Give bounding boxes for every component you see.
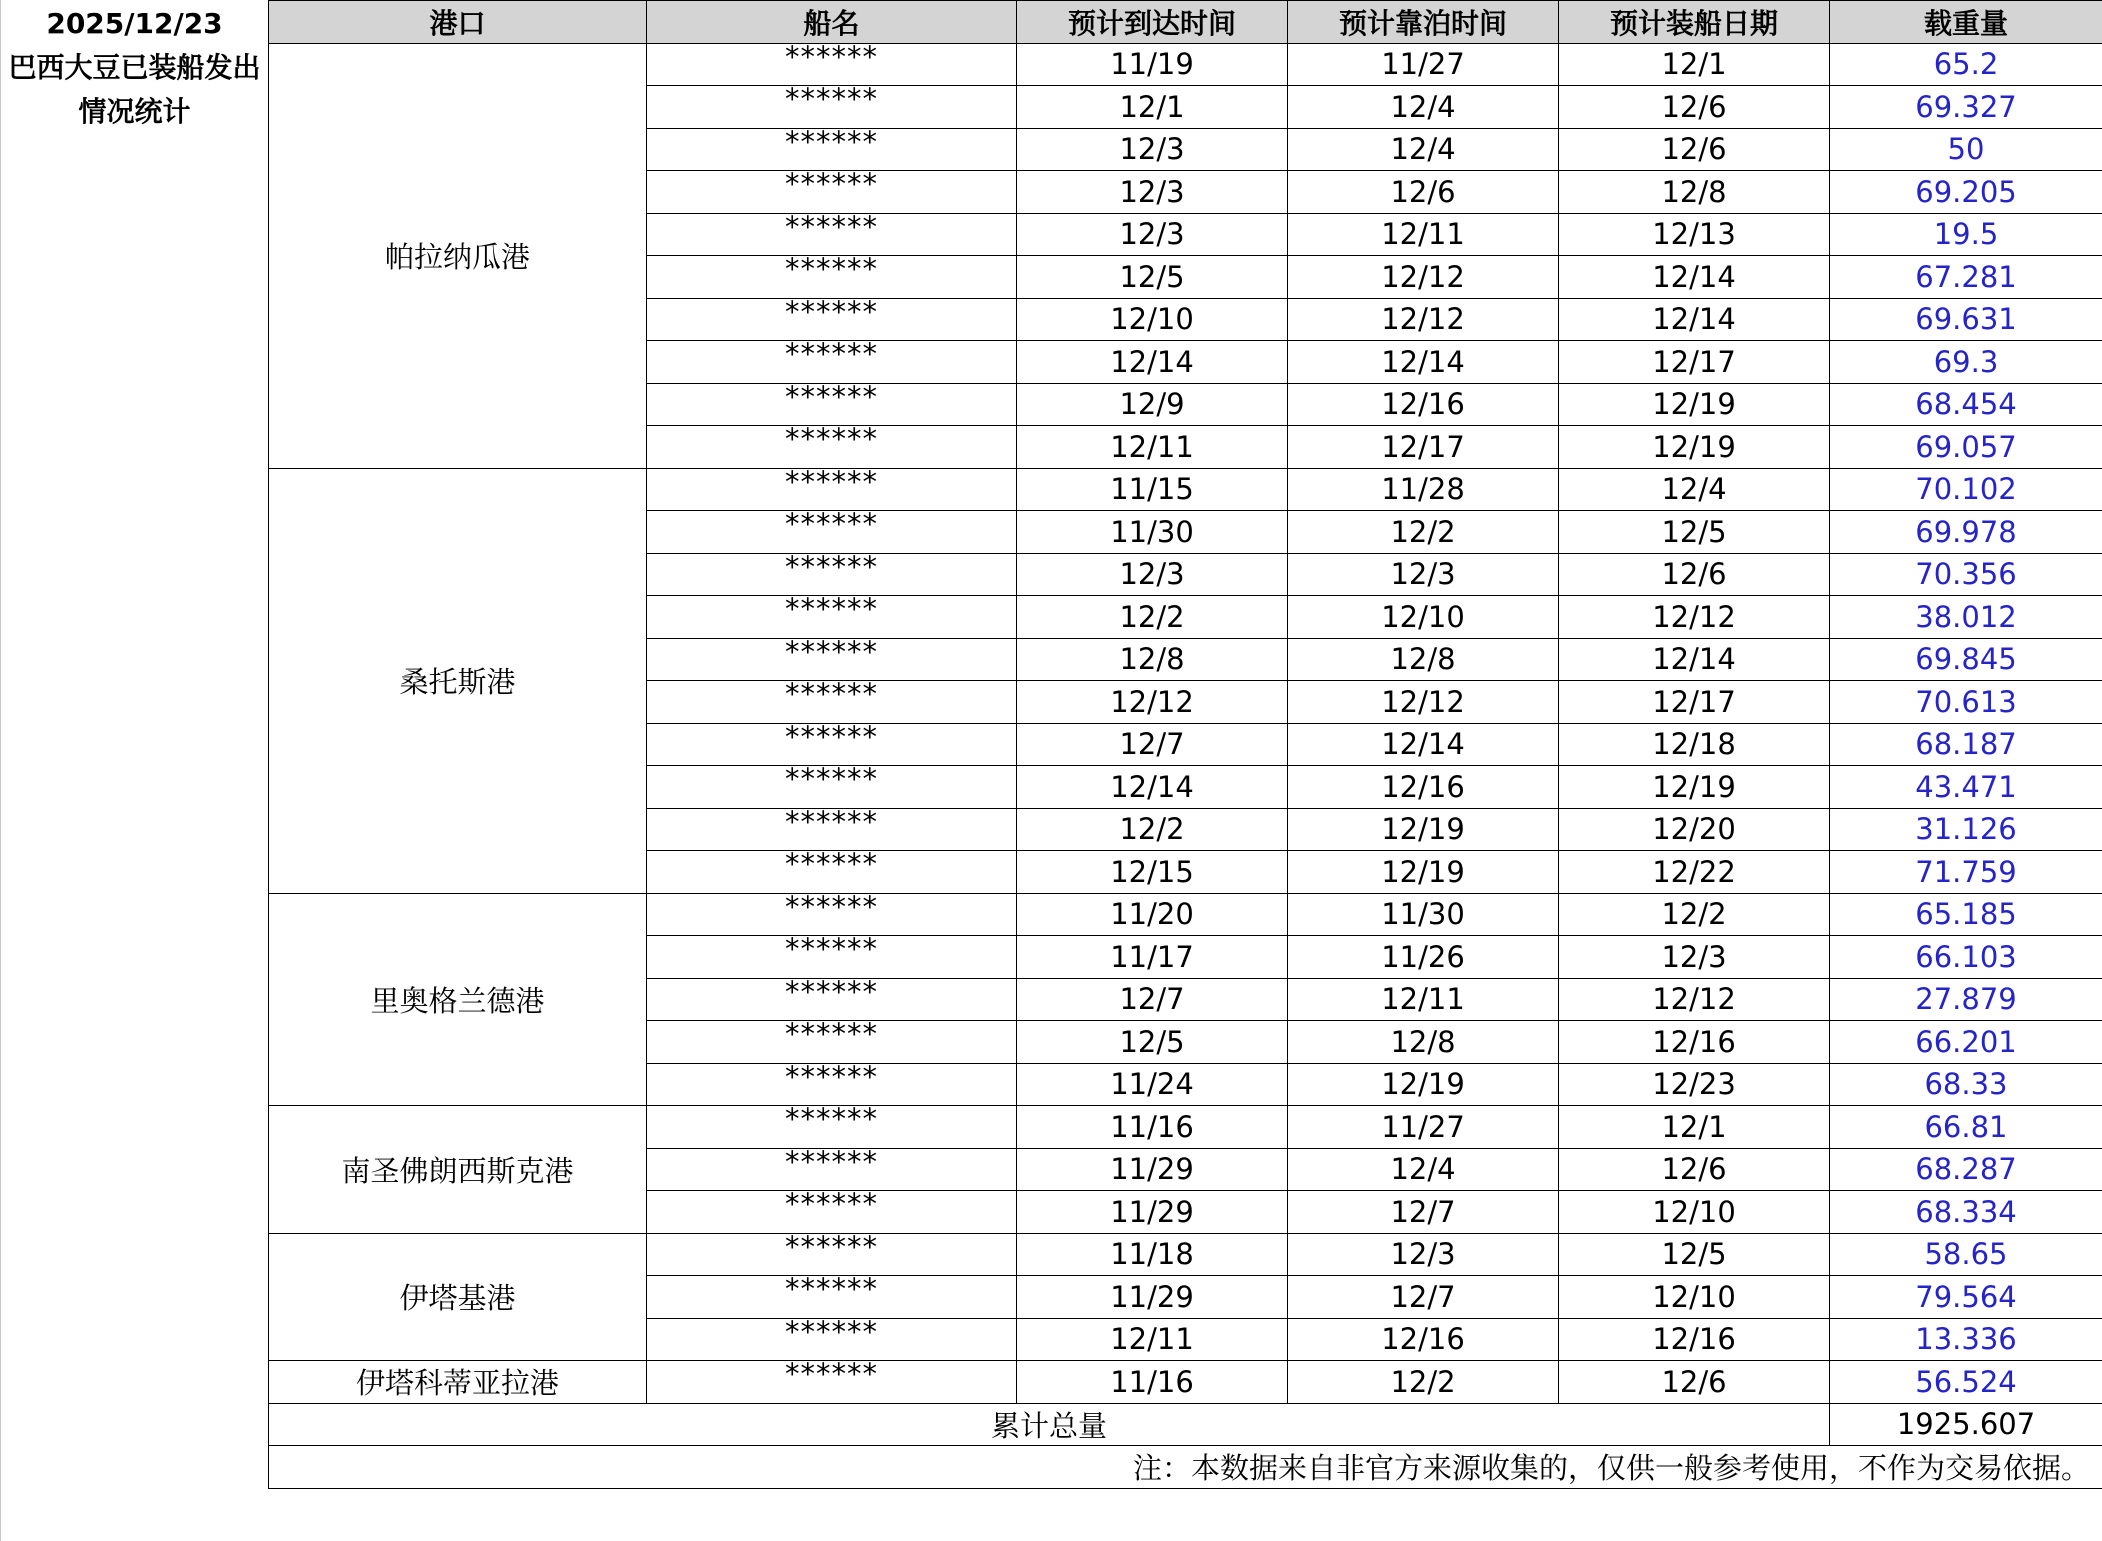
load-cell: 12/1 xyxy=(1559,43,1830,86)
arrive-cell: 11/17 xyxy=(1017,936,1288,979)
berth-cell: 12/11 xyxy=(1288,978,1559,1021)
load-cell: 12/6 xyxy=(1559,1148,1830,1191)
berth-cell: 11/27 xyxy=(1288,43,1559,86)
berth-cell: 12/12 xyxy=(1288,681,1559,724)
load-cell: 12/19 xyxy=(1559,766,1830,809)
ship-cell: ****** xyxy=(647,383,1017,426)
arrive-cell: 11/29 xyxy=(1017,1276,1288,1319)
table-row xyxy=(269,468,2102,511)
berth-cell: 12/16 xyxy=(1288,383,1559,426)
header-weight: 载重量 xyxy=(1830,1,2102,44)
port-cell: 里奥格兰德港 xyxy=(269,893,647,1106)
total-row xyxy=(269,1403,2102,1446)
load-cell: 12/4 xyxy=(1559,468,1830,511)
load-cell: 12/12 xyxy=(1559,978,1830,1021)
arrive-cell: 12/11 xyxy=(1017,1318,1288,1361)
load-cell: 12/23 xyxy=(1559,1063,1830,1106)
report-title-panel xyxy=(0,0,268,1541)
arrive-cell: 11/18 xyxy=(1017,1233,1288,1276)
berth-cell: 12/10 xyxy=(1288,596,1559,639)
weight-cell: 66.201 xyxy=(1830,1021,2102,1064)
weight-cell: 69.205 xyxy=(1830,171,2102,214)
ship-cell: ****** xyxy=(647,1233,1017,1276)
weight-cell: 68.287 xyxy=(1830,1148,2102,1191)
berth-cell: 12/14 xyxy=(1288,341,1559,384)
weight-cell: 68.187 xyxy=(1830,723,2102,766)
port-cell: 伊塔科蒂亚拉港 xyxy=(269,1361,647,1404)
load-cell: 12/14 xyxy=(1559,638,1830,681)
weight-cell: 13.336 xyxy=(1830,1318,2102,1361)
header-port: 港口 xyxy=(269,1,647,44)
arrive-cell: 11/15 xyxy=(1017,468,1288,511)
load-cell: 12/6 xyxy=(1559,553,1830,596)
load-cell: 12/17 xyxy=(1559,341,1830,384)
weight-cell: 50 xyxy=(1830,128,2102,171)
weight-cell: 69.3 xyxy=(1830,341,2102,384)
report-title: 巴西大豆已装船发出情况统计 xyxy=(8,51,261,128)
ship-cell: ****** xyxy=(647,1148,1017,1191)
arrive-cell: 12/10 xyxy=(1017,298,1288,341)
arrive-cell: 12/1 xyxy=(1017,86,1288,129)
weight-cell: 66.81 xyxy=(1830,1106,2102,1149)
berth-cell: 12/2 xyxy=(1288,511,1559,554)
load-cell: 12/20 xyxy=(1559,808,1830,851)
shipment-table xyxy=(268,0,2102,1489)
berth-cell: 12/2 xyxy=(1288,1361,1559,1404)
load-cell: 12/2 xyxy=(1559,893,1830,936)
weight-cell: 69.327 xyxy=(1830,86,2102,129)
berth-cell: 12/8 xyxy=(1288,1021,1559,1064)
header-berth: 预计靠泊时间 xyxy=(1288,1,1559,44)
arrive-cell: 12/8 xyxy=(1017,638,1288,681)
berth-cell: 12/12 xyxy=(1288,256,1559,299)
ship-cell: ****** xyxy=(647,1361,1017,1404)
load-cell: 12/3 xyxy=(1559,936,1830,979)
port-cell: 帕拉纳瓜港 xyxy=(269,43,647,468)
arrive-cell: 12/9 xyxy=(1017,383,1288,426)
ship-cell: ****** xyxy=(647,1106,1017,1149)
arrive-cell: 12/5 xyxy=(1017,1021,1288,1064)
arrive-cell: 11/19 xyxy=(1017,43,1288,86)
load-cell: 12/12 xyxy=(1559,596,1830,639)
arrive-cell: 11/30 xyxy=(1017,511,1288,554)
load-cell: 12/22 xyxy=(1559,851,1830,894)
load-cell: 12/16 xyxy=(1559,1318,1830,1361)
ship-cell: ****** xyxy=(647,1191,1017,1234)
load-cell: 12/16 xyxy=(1559,1021,1830,1064)
table-row xyxy=(269,893,2102,936)
weight-cell: 65.2 xyxy=(1830,43,2102,86)
disclaimer-note: 注：本数据来自非官方来源收集的，仅供一般参考使用，不作为交易依据。 xyxy=(269,1446,2102,1489)
ship-cell: ****** xyxy=(647,638,1017,681)
load-cell: 12/14 xyxy=(1559,298,1830,341)
port-cell: 桑托斯港 xyxy=(269,468,647,893)
header-arrive: 预计到达时间 xyxy=(1017,1,1288,44)
arrive-cell: 11/16 xyxy=(1017,1361,1288,1404)
ship-cell: ****** xyxy=(647,171,1017,214)
arrive-cell: 12/15 xyxy=(1017,851,1288,894)
ship-cell: ****** xyxy=(647,553,1017,596)
ship-cell: ****** xyxy=(647,1318,1017,1361)
weight-cell: 67.281 xyxy=(1830,256,2102,299)
ship-cell: ****** xyxy=(647,213,1017,256)
ship-cell: ****** xyxy=(647,298,1017,341)
load-cell: 12/8 xyxy=(1559,171,1830,214)
weight-cell: 43.471 xyxy=(1830,766,2102,809)
berth-cell: 11/26 xyxy=(1288,936,1559,979)
weight-cell: 71.759 xyxy=(1830,851,2102,894)
load-cell: 12/18 xyxy=(1559,723,1830,766)
berth-cell: 12/19 xyxy=(1288,808,1559,851)
berth-cell: 12/7 xyxy=(1288,1191,1559,1234)
berth-cell: 12/16 xyxy=(1288,1318,1559,1361)
berth-cell: 12/17 xyxy=(1288,426,1559,469)
load-cell: 12/1 xyxy=(1559,1106,1830,1149)
arrive-cell: 11/20 xyxy=(1017,893,1288,936)
arrive-cell: 12/5 xyxy=(1017,256,1288,299)
berth-cell: 12/14 xyxy=(1288,723,1559,766)
table-row xyxy=(269,1233,2102,1276)
berth-cell: 12/19 xyxy=(1288,851,1559,894)
berth-cell: 12/3 xyxy=(1288,553,1559,596)
ship-cell: ****** xyxy=(647,978,1017,1021)
arrive-cell: 12/3 xyxy=(1017,553,1288,596)
header-load: 预计装船日期 xyxy=(1559,1,1830,44)
arrive-cell: 12/3 xyxy=(1017,171,1288,214)
ship-cell: ****** xyxy=(647,1021,1017,1064)
berth-cell: 12/4 xyxy=(1288,128,1559,171)
load-cell: 12/19 xyxy=(1559,426,1830,469)
arrive-cell: 12/7 xyxy=(1017,978,1288,1021)
arrive-cell: 12/3 xyxy=(1017,213,1288,256)
berth-cell: 11/30 xyxy=(1288,893,1559,936)
arrive-cell: 11/16 xyxy=(1017,1106,1288,1149)
ship-cell: ****** xyxy=(647,596,1017,639)
note-row xyxy=(269,1446,2102,1489)
arrive-cell: 12/14 xyxy=(1017,341,1288,384)
port-cell: 南圣佛朗西斯克港 xyxy=(269,1106,647,1234)
ship-cell: ****** xyxy=(647,766,1017,809)
berth-cell: 12/6 xyxy=(1288,171,1559,214)
weight-cell: 27.879 xyxy=(1830,978,2102,1021)
total-value: 1925.607 xyxy=(1830,1403,2102,1446)
load-cell: 12/5 xyxy=(1559,1233,1830,1276)
load-cell: 12/13 xyxy=(1559,213,1830,256)
berth-cell: 11/28 xyxy=(1288,468,1559,511)
arrive-cell: 12/11 xyxy=(1017,426,1288,469)
table-row xyxy=(269,43,2102,86)
weight-cell: 70.356 xyxy=(1830,553,2102,596)
weight-cell: 69.978 xyxy=(1830,511,2102,554)
weight-cell: 66.103 xyxy=(1830,936,2102,979)
table-row xyxy=(269,1361,2102,1404)
load-cell: 12/10 xyxy=(1559,1191,1830,1234)
load-cell: 12/17 xyxy=(1559,681,1830,724)
berth-cell: 12/16 xyxy=(1288,766,1559,809)
arrive-cell: 12/3 xyxy=(1017,128,1288,171)
ship-cell: ****** xyxy=(647,468,1017,511)
arrive-cell: 11/24 xyxy=(1017,1063,1288,1106)
weight-cell: 70.613 xyxy=(1830,681,2102,724)
weight-cell: 70.102 xyxy=(1830,468,2102,511)
weight-cell: 69.631 xyxy=(1830,298,2102,341)
berth-cell: 12/12 xyxy=(1288,298,1559,341)
load-cell: 12/10 xyxy=(1559,1276,1830,1319)
report-date: 2025/12/23 xyxy=(46,7,223,40)
berth-cell: 12/11 xyxy=(1288,213,1559,256)
ship-cell: ****** xyxy=(647,1276,1017,1319)
berth-cell: 12/3 xyxy=(1288,1233,1559,1276)
ship-cell: ****** xyxy=(647,936,1017,979)
weight-cell: 58.65 xyxy=(1830,1233,2102,1276)
ship-cell: ****** xyxy=(647,426,1017,469)
load-cell: 12/6 xyxy=(1559,128,1830,171)
weight-cell: 68.454 xyxy=(1830,383,2102,426)
ship-cell: ****** xyxy=(647,723,1017,766)
arrive-cell: 11/29 xyxy=(1017,1191,1288,1234)
header-row xyxy=(269,1,2102,44)
ship-cell: ****** xyxy=(647,256,1017,299)
arrive-cell: 12/14 xyxy=(1017,766,1288,809)
weight-cell: 79.564 xyxy=(1830,1276,2102,1319)
port-cell: 伊塔基港 xyxy=(269,1233,647,1361)
arrive-cell: 11/29 xyxy=(1017,1148,1288,1191)
arrive-cell: 12/2 xyxy=(1017,596,1288,639)
weight-cell: 38.012 xyxy=(1830,596,2102,639)
table-row xyxy=(269,1106,2102,1149)
weight-cell: 19.5 xyxy=(1830,213,2102,256)
load-cell: 12/14 xyxy=(1559,256,1830,299)
weight-cell: 31.126 xyxy=(1830,808,2102,851)
load-cell: 12/6 xyxy=(1559,86,1830,129)
berth-cell: 12/4 xyxy=(1288,86,1559,129)
weight-cell: 68.334 xyxy=(1830,1191,2102,1234)
load-cell: 12/6 xyxy=(1559,1361,1830,1404)
weight-cell: 69.845 xyxy=(1830,638,2102,681)
ship-cell: ****** xyxy=(647,893,1017,936)
weight-cell: 65.185 xyxy=(1830,893,2102,936)
load-cell: 12/19 xyxy=(1559,383,1830,426)
berth-cell: 12/8 xyxy=(1288,638,1559,681)
arrive-cell: 12/7 xyxy=(1017,723,1288,766)
berth-cell: 11/27 xyxy=(1288,1106,1559,1149)
arrive-cell: 12/12 xyxy=(1017,681,1288,724)
berth-cell: 12/19 xyxy=(1288,1063,1559,1106)
weight-cell: 68.33 xyxy=(1830,1063,2102,1106)
ship-cell: ****** xyxy=(647,808,1017,851)
ship-cell: ****** xyxy=(647,511,1017,554)
header-ship: 船名 xyxy=(647,1,1017,44)
berth-cell: 12/7 xyxy=(1288,1276,1559,1319)
ship-cell: ****** xyxy=(647,128,1017,171)
berth-cell: 12/4 xyxy=(1288,1148,1559,1191)
ship-cell: ****** xyxy=(647,1063,1017,1106)
arrive-cell: 12/2 xyxy=(1017,808,1288,851)
weight-cell: 56.524 xyxy=(1830,1361,2102,1404)
weight-cell: 69.057 xyxy=(1830,426,2102,469)
ship-cell: ****** xyxy=(647,681,1017,724)
ship-cell: ****** xyxy=(647,86,1017,129)
ship-cell: ****** xyxy=(647,341,1017,384)
ship-cell: ****** xyxy=(647,851,1017,894)
total-label: 累计总量 xyxy=(269,1403,1830,1446)
load-cell: 12/5 xyxy=(1559,511,1830,554)
ship-cell: ****** xyxy=(647,43,1017,86)
